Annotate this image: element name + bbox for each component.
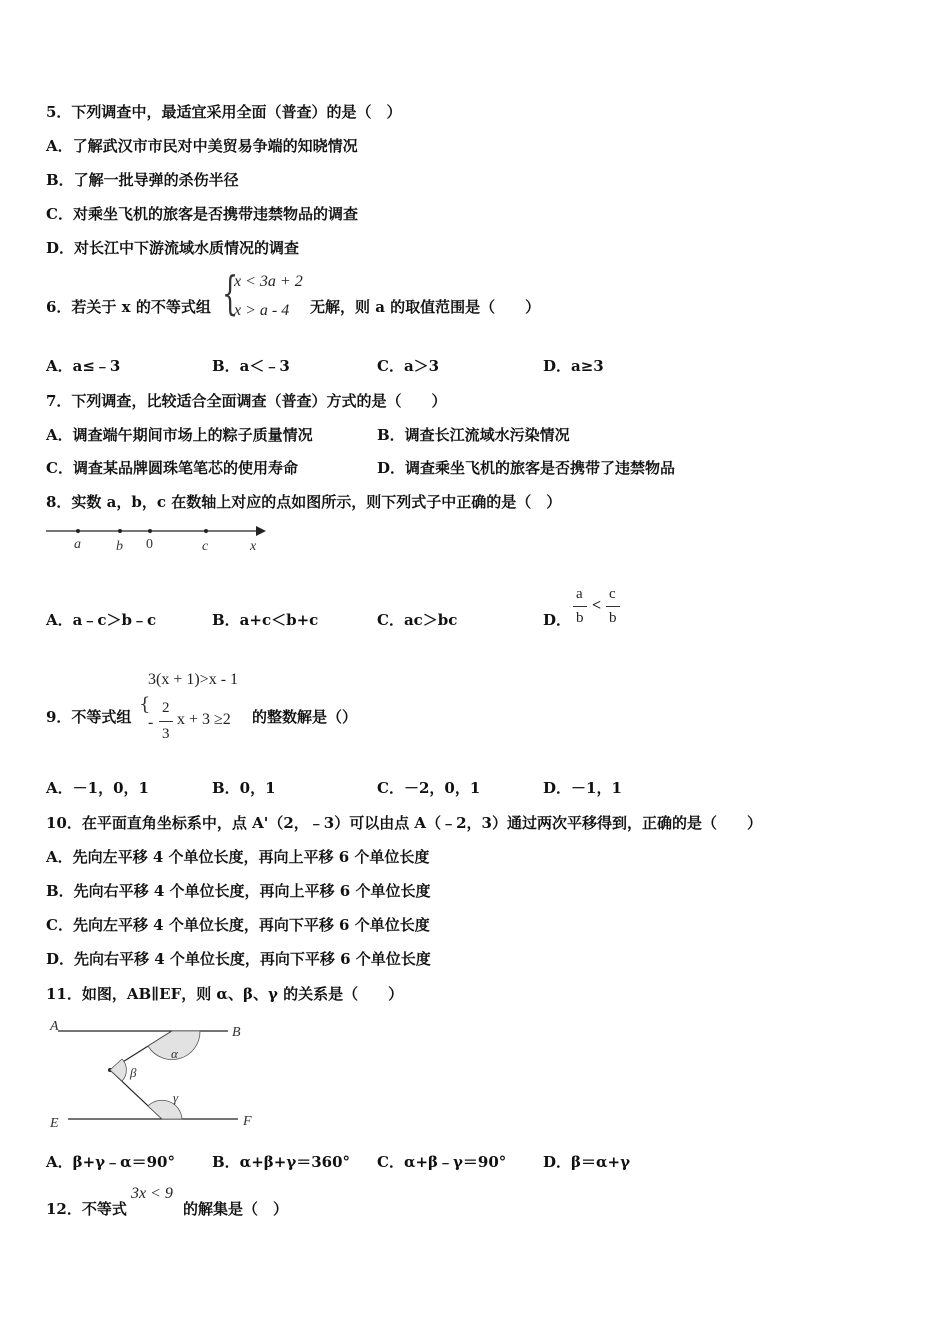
q10-option-d: D．先向右平移 4 个单位长度，再向下平移 6 个单位长度 bbox=[46, 950, 431, 968]
label-b: b bbox=[116, 539, 123, 554]
q10-option-b: B．先向右平移 4 个单位长度，再向上平移 6 个单位长度 bbox=[46, 882, 431, 900]
label-E: E bbox=[50, 1116, 59, 1131]
label-A: A bbox=[50, 1019, 59, 1034]
q6-option-d: D．a≥3 bbox=[543, 357, 604, 375]
q8-option-a: A．a﹣c＞b﹣c bbox=[46, 611, 157, 629]
q12-stem-suffix: 的解集是（ ） bbox=[183, 1200, 289, 1218]
q8-number-line bbox=[44, 518, 268, 558]
label-F: F bbox=[243, 1114, 252, 1129]
q5-option-c: C．对乘坐飞机的旅客是否携带违禁物品的调查 bbox=[46, 205, 358, 223]
q9-brace: { bbox=[139, 694, 151, 715]
q11-option-c: C．α+β﹣γ＝90° bbox=[377, 1153, 507, 1171]
label-x: x bbox=[250, 539, 257, 554]
q9-option-b: B．0，1 bbox=[212, 779, 276, 797]
q9-ineq2-tail: x + 3 ≥2 bbox=[177, 711, 231, 728]
q11-option-d: D．β＝α+γ bbox=[543, 1153, 630, 1171]
label-a: a bbox=[74, 537, 81, 552]
q9-fraction-denominator: 3 bbox=[162, 726, 170, 742]
q6-brace: { bbox=[222, 266, 239, 320]
q12-stem-prefix: 12．不等式 bbox=[46, 1200, 127, 1218]
q8-d-numerator-a: a bbox=[576, 586, 583, 602]
q6-option-a: A．a≤﹣3 bbox=[46, 357, 121, 375]
q11-option-a: A．β+γ﹣α＝90° bbox=[46, 1153, 175, 1171]
q7-option-b: B．调查长江流域水污染情况 bbox=[377, 426, 570, 444]
q8-option-d: D． bbox=[543, 611, 572, 629]
q7-stem: 7．下列调查，比较适合全面调查（普查）方式的是（ ） bbox=[46, 392, 447, 410]
q8-stem: 8．实数 a，b，c 在数轴上对应的点如图所示，则下列式子中正确的是（ ） bbox=[46, 493, 562, 511]
q8-option-c: C．ac＞bc bbox=[377, 611, 458, 629]
q8-option-b: B．a+c＜b+c bbox=[212, 611, 319, 629]
q6-inequality-1: x < 3a + 2 bbox=[234, 273, 303, 290]
label-c: c bbox=[202, 539, 209, 554]
point-zero bbox=[148, 529, 152, 533]
q6-stem-prefix: 6．若关于 x 的不等式组 bbox=[46, 298, 211, 316]
q11-parallel-lines-figure bbox=[44, 1014, 276, 1136]
q9-ineq2-minus: - bbox=[148, 714, 154, 731]
q5-option-d: D．对长江中下游流域水质情况的调查 bbox=[46, 239, 300, 257]
q11-stem: 11．如图，AB∥EF，则 α、β、γ 的关系是（ ） bbox=[46, 985, 404, 1003]
q8-d-denominator-b1: b bbox=[576, 610, 584, 626]
q5-stem: 5．下列调查中，最适宜采用全面（普查）的是（ ） bbox=[46, 103, 402, 121]
q8-d-fraction-bar-1 bbox=[573, 606, 587, 607]
q9-stem-suffix: 的整数解是（） bbox=[252, 708, 358, 726]
q7-option-a: A．调查端午期间市场上的粽子质量情况 bbox=[46, 426, 313, 444]
q6-inequality-2: x > a - 4 bbox=[234, 302, 290, 319]
q9-stem-prefix: 9．不等式组 bbox=[46, 708, 132, 726]
q9-fraction-numerator: 2 bbox=[162, 700, 170, 716]
q8-d-numerator-c: c bbox=[609, 586, 616, 602]
q11-option-b: B．α+β+γ＝360° bbox=[212, 1153, 351, 1171]
q10-option-a: A．先向左平移 4 个单位长度，再向上平移 6 个单位长度 bbox=[46, 848, 430, 866]
q12-inequality: 3x < 9 bbox=[131, 1185, 173, 1202]
label-beta: β bbox=[130, 1065, 137, 1080]
q10-stem: 10．在平面直角坐标系中，点 A'（2，﹣3）可以由点 A（﹣2，3）通过两次平移得到，正确的是（ ） bbox=[46, 814, 762, 832]
label-B: B bbox=[232, 1025, 241, 1040]
angle-beta-arc bbox=[110, 1059, 126, 1081]
q6-option-c: C．a＞3 bbox=[377, 357, 440, 375]
q9-option-a: A．－1，0，1 bbox=[46, 779, 149, 797]
number-line-arrow bbox=[256, 526, 266, 536]
q6-option-b: B．a＜﹣3 bbox=[212, 357, 290, 375]
q8-d-denominator-b2: b bbox=[609, 610, 617, 626]
q10-option-c: C．先向左平移 4 个单位长度，再向下平移 6 个单位长度 bbox=[46, 916, 430, 934]
q9-option-d: D．－1，1 bbox=[543, 779, 622, 797]
q7-option-c: C．调查某品牌圆珠笔笔芯的使用寿命 bbox=[46, 459, 298, 477]
q7-option-d: D．调查乘坐飞机的旅客是否携带了违禁物品 bbox=[377, 459, 676, 477]
label-gamma: γ bbox=[173, 1090, 179, 1105]
label-zero: 0 bbox=[146, 537, 153, 552]
point-c bbox=[204, 529, 208, 533]
q9-fraction-bar bbox=[159, 721, 173, 722]
q9-inequality-1: 3(x + 1)>x - 1 bbox=[148, 671, 239, 688]
q5-option-a: A．了解武汉市市民对中美贸易争端的知晓情况 bbox=[46, 137, 358, 155]
q9-option-c: C．－2，0，1 bbox=[377, 779, 481, 797]
point-a bbox=[76, 529, 80, 533]
point-b bbox=[118, 529, 122, 533]
q5-option-b: B．了解一批导弹的杀伤半径 bbox=[46, 171, 239, 189]
label-alpha: α bbox=[171, 1046, 178, 1061]
q8-d-fraction-bar-2 bbox=[606, 606, 620, 607]
q8-d-relation: < bbox=[592, 597, 602, 614]
q6-stem-suffix: 无解，则 a 的取值范围是（ ） bbox=[310, 298, 541, 316]
